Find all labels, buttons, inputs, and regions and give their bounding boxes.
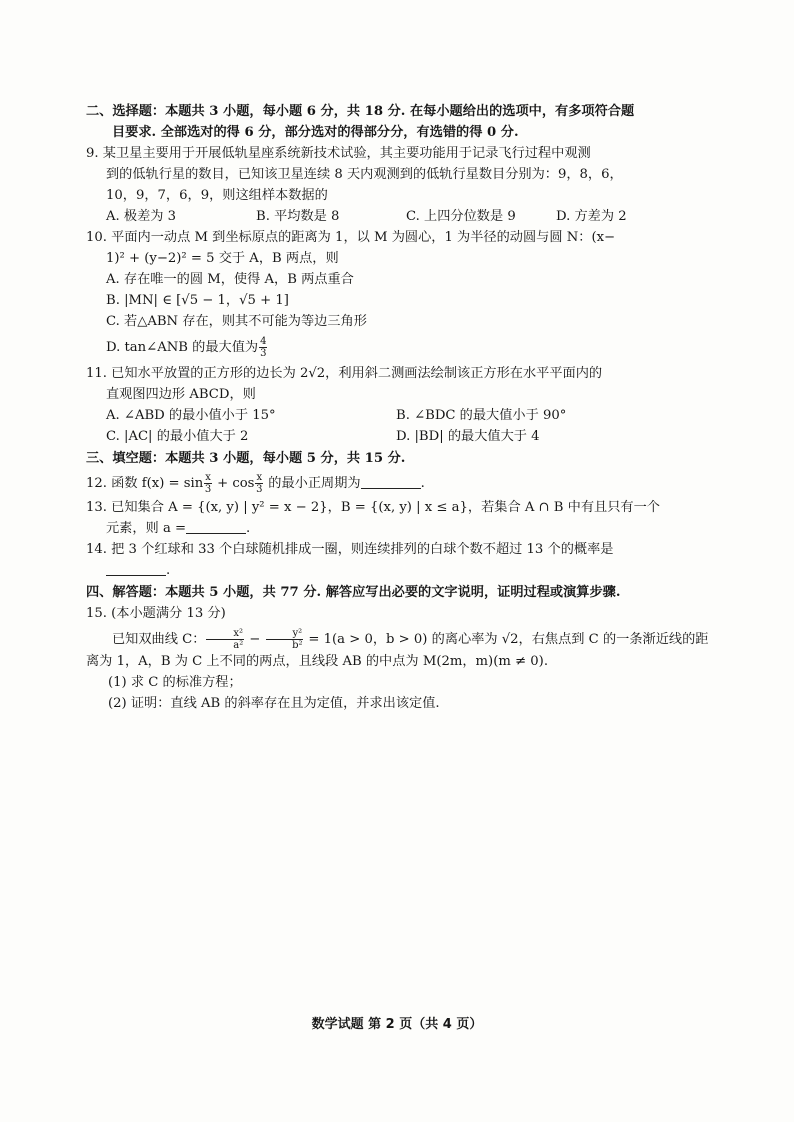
question-13 xyxy=(86,497,716,539)
q14-answer-blank[interactable] xyxy=(106,561,166,576)
q12-fraction-1 xyxy=(204,472,212,495)
fraction-denominator: 3 xyxy=(260,348,267,359)
q11-options-row-2 xyxy=(86,426,716,447)
fraction-denominator: b² xyxy=(292,640,303,651)
q12-fraction-2 xyxy=(255,472,263,495)
q11-line-2: 直观图四边形 ABCD，则 xyxy=(106,387,256,402)
q10-option-d xyxy=(86,336,716,359)
q10-option-d-fraction xyxy=(259,336,267,359)
q12-end: . xyxy=(420,476,425,491)
q9-option-d: D. 方差为 2 xyxy=(556,209,627,224)
section-4-header: 四、解答题：本题共 5 小题，共 77 分. 解答应写出必要的文字说明，证明过程或演算步骤. xyxy=(86,585,621,600)
section-2-line-2: 目要求. 全部选对的得 6 分，部分选对的得部分分，有选错的得 0 分. xyxy=(112,125,519,140)
question-9 xyxy=(86,143,716,227)
q9-line-2: 到的低轨行星的数目，已知该卫星连续 8 天内观测到的低轨行星数目分别为：9，8，6， xyxy=(106,167,623,182)
question-15 xyxy=(86,603,716,714)
fraction-numerator: x xyxy=(205,472,211,483)
q10-option-d-text: D. tan∠ANB 的最大值为 xyxy=(106,340,259,355)
q9-option-c: C. 上四分位数是 9 xyxy=(406,209,516,224)
section-3-header: 三、填空题：本题共 3 小题，每小题 5 分，共 15 分. xyxy=(86,451,406,466)
q13-line-1: 13. 已知集合 A = {(x, y) | y² = x − 2}，B = {(x, y) | x ≤ a}，若集合 A ∩ B 中有且只有一个 xyxy=(86,500,660,515)
q11-option-b: B. ∠BDC 的最大值小于 90° xyxy=(396,408,567,423)
q11-options-row-1 xyxy=(86,405,716,426)
question-10 xyxy=(86,227,716,359)
q15-paragraph-2: 离为 1，A，B 为 C 上不同的两点，且线段 AB 的中点为 M(2m，m)(m ≠ 0). xyxy=(86,654,549,669)
q14-end: . xyxy=(166,563,171,578)
q12-prefix: 12. 函数 f(x) = sin xyxy=(86,476,204,491)
fraction-denominator: 3 xyxy=(256,484,263,495)
question-11 xyxy=(86,363,716,447)
q9-option-a: A. 极差为 3 xyxy=(106,209,177,224)
question-12 xyxy=(86,472,716,495)
q12-answer-blank[interactable] xyxy=(361,474,421,489)
fraction-numerator: y² xyxy=(266,628,304,640)
q13-end: . xyxy=(246,521,251,536)
fraction-denominator: 3 xyxy=(204,484,212,495)
q12-mid: + cos xyxy=(212,476,255,491)
q10-option-a: A. 存在唯一的圆 M，使得 A，B 两点重合 xyxy=(106,272,354,287)
q15-minus: − xyxy=(245,632,265,647)
section-2-line-1: 二、选择题：本题共 3 小题，每小题 6 分，共 18 分. 在每小题给出的选项中，有多项符合题 xyxy=(86,104,635,119)
q11-line-1: 11. 已知水平放置的正方形的边长为 2√2，利用斜二测画法绘制该正方形在水平平面内的 xyxy=(86,366,603,381)
q15-fraction-x xyxy=(206,628,244,651)
fraction-numerator: x xyxy=(256,472,263,483)
q15-subquestion-1: (1) 求 C 的标准方程； xyxy=(108,675,242,690)
section-2-header xyxy=(86,101,716,143)
q11-option-d: D. |BD| 的最大值大于 4 xyxy=(396,429,540,444)
fraction-numerator: x² xyxy=(206,628,244,640)
q9-option-b: B. 平均数是 8 xyxy=(256,209,340,224)
fraction-denominator: a² xyxy=(233,640,244,651)
q13-line-2 xyxy=(86,518,716,539)
q15-subquestion-2: (2) 证明：直线 AB 的斜率存在且为定值，并求出该定值. xyxy=(108,696,440,711)
q9-line-3: 10，9，7，6，9，则这组样本数据的 xyxy=(106,188,328,203)
q10-option-b: B. |MN| ∈ [√5 − 1，√5 + 1] xyxy=(106,293,289,308)
q10-option-c: C. 若△ABN 存在，则其不可能为等边三角形 xyxy=(106,314,367,329)
q15-header: 15. (本小题满分 13 分) xyxy=(86,606,226,621)
page-footer: 数学试题 第 2 页（共 4 页） xyxy=(311,1017,483,1032)
fraction-numerator: 4 xyxy=(260,336,267,347)
q14-line-2 xyxy=(86,560,716,581)
q13-answer-blank[interactable] xyxy=(186,519,246,534)
q11-option-a: A. ∠ABD 的最小值小于 15° xyxy=(106,408,276,423)
q15-text-suffix: = 1(a > 0，b > 0) 的离心率为 √2，右焦点到 C 的一条渐近线的距 xyxy=(304,632,709,647)
q9-line-1: 9. 某卫星主要用于开展低轨星座系统新技术试验，其主要功能用于记录飞行过程中观测 xyxy=(86,146,591,161)
q9-options xyxy=(86,206,716,227)
q11-option-c: C. |AC| 的最小值大于 2 xyxy=(106,429,249,444)
q15-text: 已知双曲线 C： xyxy=(112,632,206,647)
q13-line-2-text: 元素，则 a = xyxy=(106,521,187,536)
question-14 xyxy=(86,539,716,581)
exam-page-content xyxy=(86,100,716,714)
q10-line-1: 10. 平面内一动点 M 到坐标原点的距离为 1，以 M 为圆心，1 为半径的动圆与圆 N：(x− xyxy=(86,230,616,245)
q14-line-1: 14. 把 3 个红球和 33 个白球随机排成一圈，则连续排列的白球个数不超过 13 个的概率是 xyxy=(86,542,614,557)
q15-paragraph-1 xyxy=(86,628,716,651)
q12-suffix: 的最小正周期为 xyxy=(264,476,361,491)
q10-line-2: 1)² + (y−2)² = 5 交于 A，B 两点，则 xyxy=(106,251,339,266)
q15-fraction-y xyxy=(266,628,304,651)
